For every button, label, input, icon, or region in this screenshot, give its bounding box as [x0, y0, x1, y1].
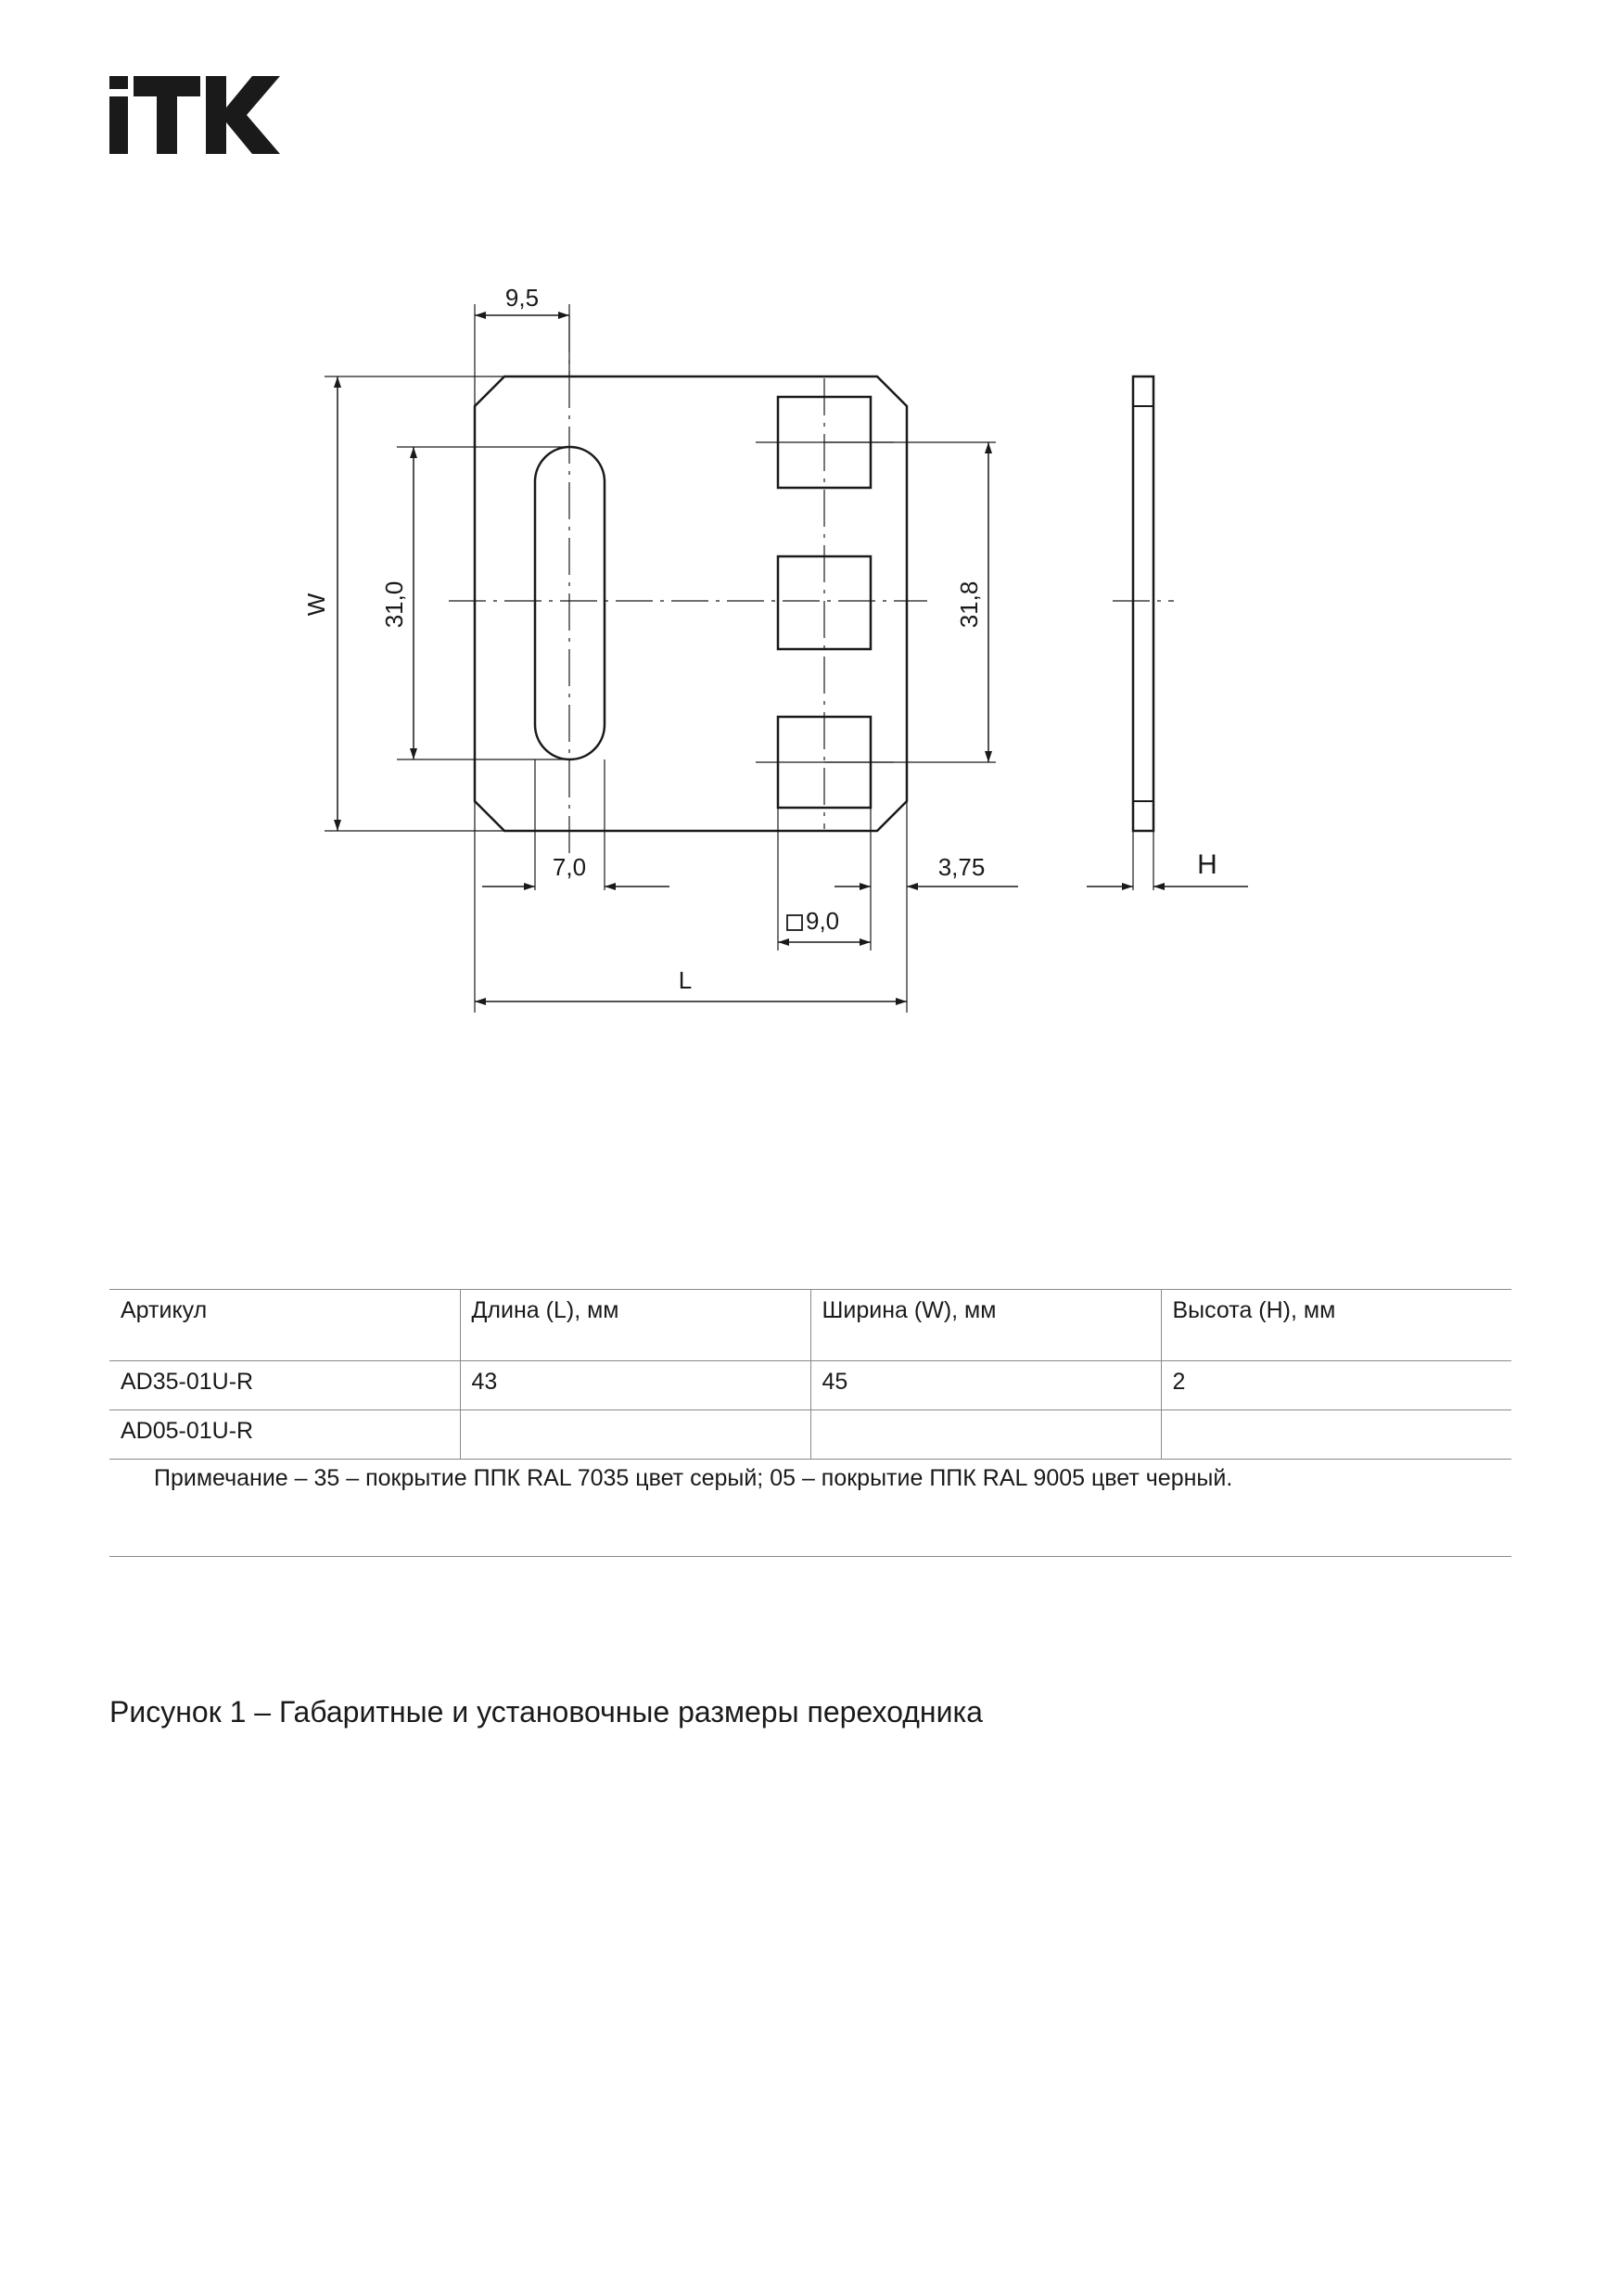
- dim-slot-offset: 9,5: [504, 284, 540, 312]
- technical-drawing: [0, 0, 1618, 1076]
- cell-height: 2: [1161, 1361, 1511, 1410]
- dim-hole-span: 31,8: [955, 580, 983, 629]
- table-row: [109, 1410, 1511, 1460]
- cell-width: [810, 1410, 1161, 1460]
- table-header-row: [109, 1290, 1511, 1361]
- spec-table: [109, 1289, 1511, 1460]
- cell-height: [1161, 1410, 1511, 1460]
- dim-length: L: [678, 966, 693, 994]
- dim-width: W: [302, 593, 330, 617]
- divider: [109, 1556, 1511, 1557]
- cell-length: 43: [460, 1361, 810, 1410]
- col-height: Высота (H), мм: [1161, 1290, 1511, 1361]
- square-symbol-icon: [787, 915, 802, 930]
- table-row: [109, 1361, 1511, 1410]
- cell-article: AD35-01U-R: [109, 1361, 460, 1410]
- figure-caption: Рисунок 1 – Габаритные и установочные размеры переходника: [109, 1695, 983, 1728]
- side-view: [1133, 376, 1153, 831]
- cell-article: AD05-01U-R: [109, 1410, 460, 1460]
- cell-length: [460, 1410, 810, 1460]
- dim-slot-width: 7,0: [552, 853, 587, 881]
- col-width: Ширина (W), мм: [810, 1290, 1161, 1361]
- dim-thickness: H: [1197, 849, 1217, 880]
- col-length: Длина (L), мм: [460, 1290, 810, 1361]
- col-article: Артикул: [109, 1290, 460, 1361]
- dim-slot-length: 31,0: [380, 580, 408, 629]
- cell-width: 45: [810, 1361, 1161, 1410]
- table-note: Примечание – 35 – покрытие ППК RAL 7035 цвет серый; 05 – покрытие ППК RAL 9005 цвет черный.: [154, 1465, 1233, 1491]
- dim-hole-size: 9,0: [806, 907, 840, 935]
- dim-hole-edge: 3,75: [937, 853, 986, 881]
